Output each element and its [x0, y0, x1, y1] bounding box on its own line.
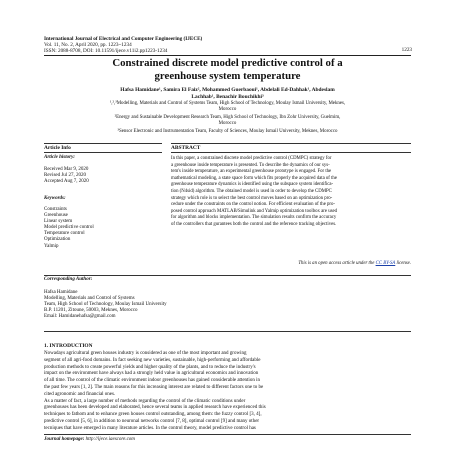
corresponding-bottom-rule — [44, 331, 411, 332]
body-line: techniques to fathom and to enhance green houses control outstanding, among them: the fuzzy control [3, 4], — [44, 412, 262, 418]
body-line: tecniques that have emerged in many literature articles. In the control theory, model predictive control has — [44, 425, 256, 431]
abstract-top-rule — [171, 143, 411, 144]
abstract-line: posed control approach MATLAB/Simulink and Yalmip optimization toolbox are used — [171, 208, 338, 214]
abstract-text — [171, 156, 411, 229]
journal-name: International Journal of Electrical and Computer Engineering (IJECE) — [44, 36, 203, 42]
title-line-2: greenhouse system temperature — [154, 70, 301, 82]
abstract-line: of the controllers that gurantees both the control and the reference tracking objectives. — [171, 221, 337, 227]
body-line: Nowadays agricultural green houses industry is considered as one of the most important and growing — [44, 351, 247, 356]
journal-issn: ISSN: 2088-8708, DOI: 10.11591/ijece.v11i2.pp1223-1234 — [44, 48, 168, 54]
keyword: Yalmip — [44, 243, 59, 249]
keyword: Optimization — [44, 237, 71, 243]
corresponding-author-details — [44, 290, 167, 320]
author-address: B.P. 11201, Zitoune, 50003, Meknes, Morocco — [44, 308, 138, 314]
affiliation-1-country: Morocco — [218, 107, 237, 112]
section-heading: 1. INTRODUCTION — [44, 343, 93, 349]
keywords-label: Keywords: — [44, 196, 66, 201]
author-team: Modelling, Materials and Control of Systems — [44, 296, 135, 302]
homepage-label: Journal homepage: — [44, 437, 85, 442]
abstract-line: a greenhouse inside temperature is presented. To describe the dynamics of our sys- — [171, 162, 330, 168]
keyword: Greenhouse — [44, 213, 68, 219]
affiliation-1: ¹,²,³Modelling, Materials and Control of Systems Team, High School of Technology, Moulay Ismail University, Meknes, — [109, 101, 346, 106]
accepted-date: Accepted Aug 7, 2020 — [44, 179, 89, 185]
abstract-line: tem's inside temperature, an experimental greenhouse prototype is engaged. For the — [171, 169, 332, 175]
abstract-line: greenhouse temperature dynamics is identified using the subspace system identifica- — [171, 182, 334, 188]
license-suffix: license. — [395, 261, 411, 266]
keywords-list — [44, 207, 94, 250]
affiliation-2: ²Energy and Sustainable Development Research Team, High School of Technology, Ibn Zohr University, Guelmim, — [114, 115, 341, 120]
author-email: Email: Hamidanehafsa@gmail.com — [44, 314, 116, 320]
corresponding-author-label: Corresponding Author: — [44, 277, 93, 282]
page-number: 1223 — [401, 47, 412, 53]
journal-volume: Vol. 11, No. 2, April 2020, pp. 1223~1234 — [44, 42, 132, 48]
keyword: Constraints — [44, 207, 67, 212]
abstract-line: In this paper, a constrained discrete model predictive control (CDMPC) strategy for — [171, 156, 332, 161]
body-line: production methods to create powerful yields and higher quality of the plants, and to reduce the industry's — [44, 364, 256, 370]
introduction-text — [44, 351, 411, 433]
abstract-line: for algorithm and blocks implementation. The simulation results confirm the accuracy — [171, 215, 337, 221]
license-link[interactable]: CC BY-SA — [375, 261, 396, 266]
corresponding-top-rule — [44, 275, 411, 276]
license-prefix: This is an open access article under the — [298, 261, 376, 266]
footer-rule — [44, 434, 411, 435]
article-history — [44, 167, 89, 185]
affiliation-2-country: Morocco — [218, 121, 237, 126]
body-line: predictive control [5, 6], in addition to neuronal networks control [7, 8], optimal control [9] and many other — [44, 418, 260, 424]
article-history-label: Article history: — [44, 155, 75, 160]
received-date: Received Mar 9, 2020 — [44, 167, 89, 172]
abstract-rule — [171, 152, 411, 153]
author-name: Hafsa Hamidane — [44, 290, 78, 295]
author-school: Team, High School of Technology, Moulay Ismail University — [44, 302, 167, 308]
abstract-line: mathematical modeling, a state space form which fits properly the acquired data of the — [171, 175, 337, 181]
authors-line-2: Lachhab¹, Benachir Bouchikhi³ — [191, 93, 264, 100]
keyword: Model predictive control — [44, 225, 94, 231]
article-info-top-rule — [44, 143, 162, 144]
abstract-line: cedure under the constraints on the control notion. For efficient evaluation of the pro- — [171, 202, 336, 208]
body-line: As a matter of fact, a large number of methods regarding the control of the climatic conditions under — [44, 398, 246, 404]
paper-title — [44, 57, 411, 83]
revised-date: Revised Jul 27, 2020 — [44, 173, 86, 179]
article-info-heading: Article Info — [44, 145, 71, 151]
authors-line-1: Hafsa Hamidane¹, Samira El Faiz², Mohammed Guerbaoui¹, Abdelali Ed-Dahhak¹, Abdeslam — [120, 87, 335, 93]
title-line-1: Constrained discrete model predictive control of a — [112, 57, 343, 69]
body-line: the past few years [1, 2]. The main reasons for this increasing interest are related to different factors one to be — [44, 384, 264, 390]
keyword: Linear system — [44, 219, 73, 225]
header-rule — [44, 55, 411, 56]
license-note — [171, 261, 411, 266]
body-line: of all time. The control of the climatic environment indoor greenhouses has gained considerable attention in — [44, 378, 260, 384]
homepage-link[interactable]: http://ijece.iaescore.com — [85, 437, 135, 442]
body-line: impact on the environment have always had a strongly held value in agricultural economics and innovation — [44, 371, 259, 377]
abstract-line: tion (N4sid) algorithm. The obtained model is used in order to develop the CDMPC — [171, 188, 332, 194]
body-line: cited agronomic and financial ones. — [44, 391, 116, 397]
body-line: greenhouses has been developed and elaborated, hence several teams in applied research have experienced this — [44, 405, 266, 411]
body-line: segment of all agri-food domains. In fact seeking new varieties, sustainable, high-performing and affordable — [44, 357, 261, 363]
authors — [44, 87, 411, 100]
article-info-rule — [44, 152, 162, 153]
journal-footer — [44, 437, 135, 442]
abstract-heading: ABSTRACT — [171, 145, 201, 151]
affiliation-3: ³Sensor Electronic and Instrumentation Team, Faculty of Sciences, Moulay Ismail University, Meknes, Morocco — [117, 129, 338, 134]
keyword: Temperature control — [44, 231, 85, 237]
abstract-line: strategy which role is to select the best control moves based on an optimization pro- — [171, 195, 333, 201]
